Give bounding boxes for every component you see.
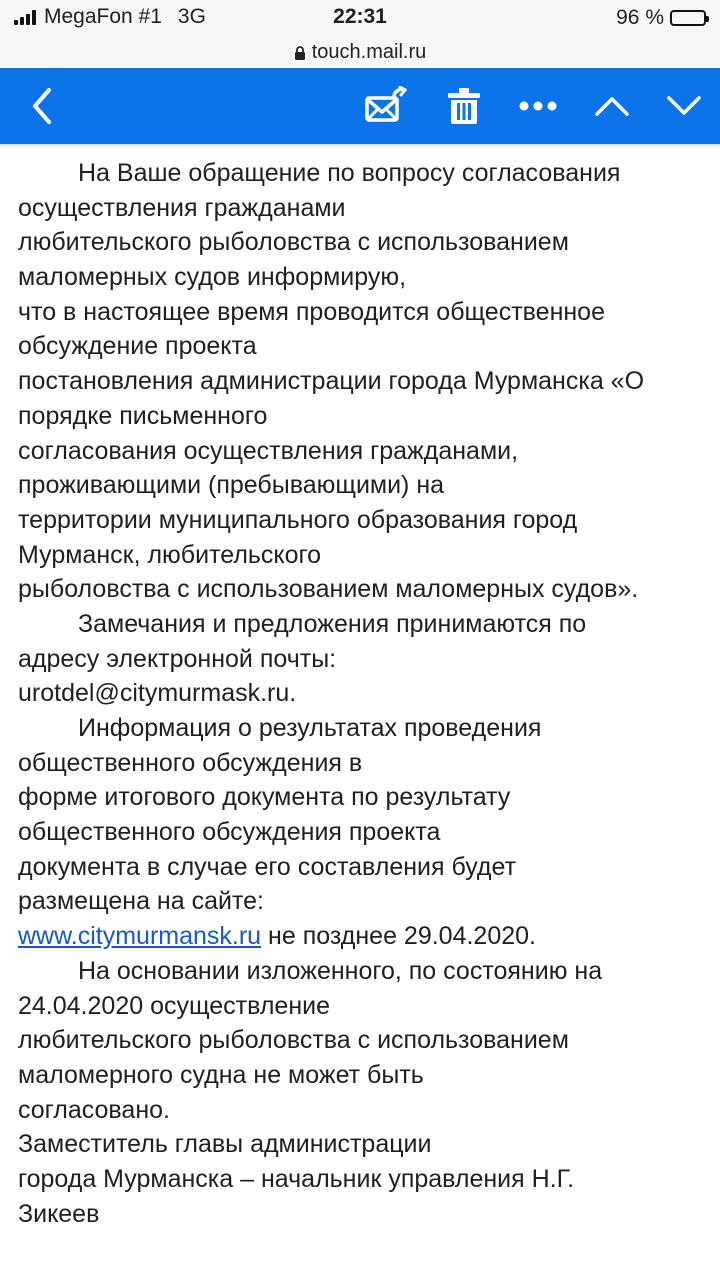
previous-message-icon: [594, 95, 630, 117]
message-line: согласования осуществления гражданами,: [18, 436, 519, 465]
battery-icon: [670, 10, 706, 26]
back-chevron-icon: [29, 86, 55, 126]
message-line: проживающими (пребывающими) на: [18, 471, 445, 500]
delete-button[interactable]: [436, 78, 492, 134]
email-address-text: urotdel@citymurmask.ru.: [18, 679, 297, 708]
url-text: touch.mail.ru: [311, 40, 427, 63]
message-line: осуществления гражданами: [18, 193, 346, 222]
signature-line: города Мурманска – начальник управления Н.Г.: [18, 1164, 575, 1193]
mark-unread-icon: [364, 86, 408, 126]
message-line: форме итогового документа по результату: [18, 783, 511, 812]
more-dots-icon: [519, 101, 557, 111]
message-line: [18, 919, 708, 954]
message-line: любительского рыболовства с использованием: [18, 1026, 569, 1055]
message-body: [18, 156, 708, 1231]
mark-unread-button[interactable]: [358, 78, 414, 134]
url-bar[interactable]: [0, 36, 720, 68]
message-line: маломерного судна не может быть: [18, 1060, 424, 1089]
message-line: На основании изложенного, по состоянию на: [78, 956, 603, 985]
status-bar: [0, 0, 720, 36]
deadline-text: не позднее 29.04.2020.: [268, 922, 536, 951]
message-line: обсуждение проекта: [18, 332, 257, 361]
message-line: общественного обсуждения в: [18, 748, 363, 777]
message-line: размещена на сайте:: [18, 887, 264, 916]
message-line: 24.04.2020 осуществление: [18, 991, 330, 1020]
carrier-name: MegaFon #1: [44, 5, 162, 28]
message-line: документа в случае его составления будет: [18, 852, 517, 881]
more-button[interactable]: [510, 78, 566, 134]
lock-icon: [294, 46, 306, 60]
next-message-icon: [666, 95, 702, 117]
message-line: Мурманск, любительского: [18, 540, 322, 569]
trash-icon: [447, 87, 481, 125]
message-line: общественного обсуждения проекта: [18, 818, 441, 847]
next-message-button[interactable]: [656, 78, 712, 134]
message-line: Информация о результатах проведения: [78, 714, 542, 742]
signature-line: Зикеев: [18, 1199, 100, 1228]
message-line: маломерных судов информирую,: [18, 263, 407, 292]
message-line: что в настоящее время проводится общественное: [18, 297, 605, 326]
message-line: территории муниципального образования город: [18, 505, 578, 534]
toolbar-divider: [0, 144, 720, 146]
message-line: рыболовства с использованием маломерных судов».: [18, 575, 639, 604]
message-line: любительского рыболовства с использованием: [18, 228, 569, 257]
previous-message-button[interactable]: [584, 78, 640, 134]
battery-percent: 96 %: [616, 6, 664, 29]
back-button[interactable]: [14, 78, 70, 134]
message-line: порядке письменного: [18, 401, 268, 430]
message-line: согласовано.: [18, 1095, 170, 1124]
network-type: 3G: [177, 5, 206, 28]
message-line: Замечания и предложения принимаются по: [78, 609, 587, 638]
status-time: 22:31: [333, 5, 387, 28]
message-line: На Ваше обращение по вопросу согласования: [78, 159, 621, 187]
battery-status: [616, 6, 706, 30]
message-line: адресу электронной почты:: [18, 644, 337, 673]
site-link[interactable]: www.citymurmansk.ru: [18, 922, 262, 951]
message-line: постановления администрации города Мурманска «О: [18, 367, 645, 396]
mail-toolbar: [0, 68, 720, 144]
signature-line: Заместитель главы администрации: [18, 1130, 432, 1159]
